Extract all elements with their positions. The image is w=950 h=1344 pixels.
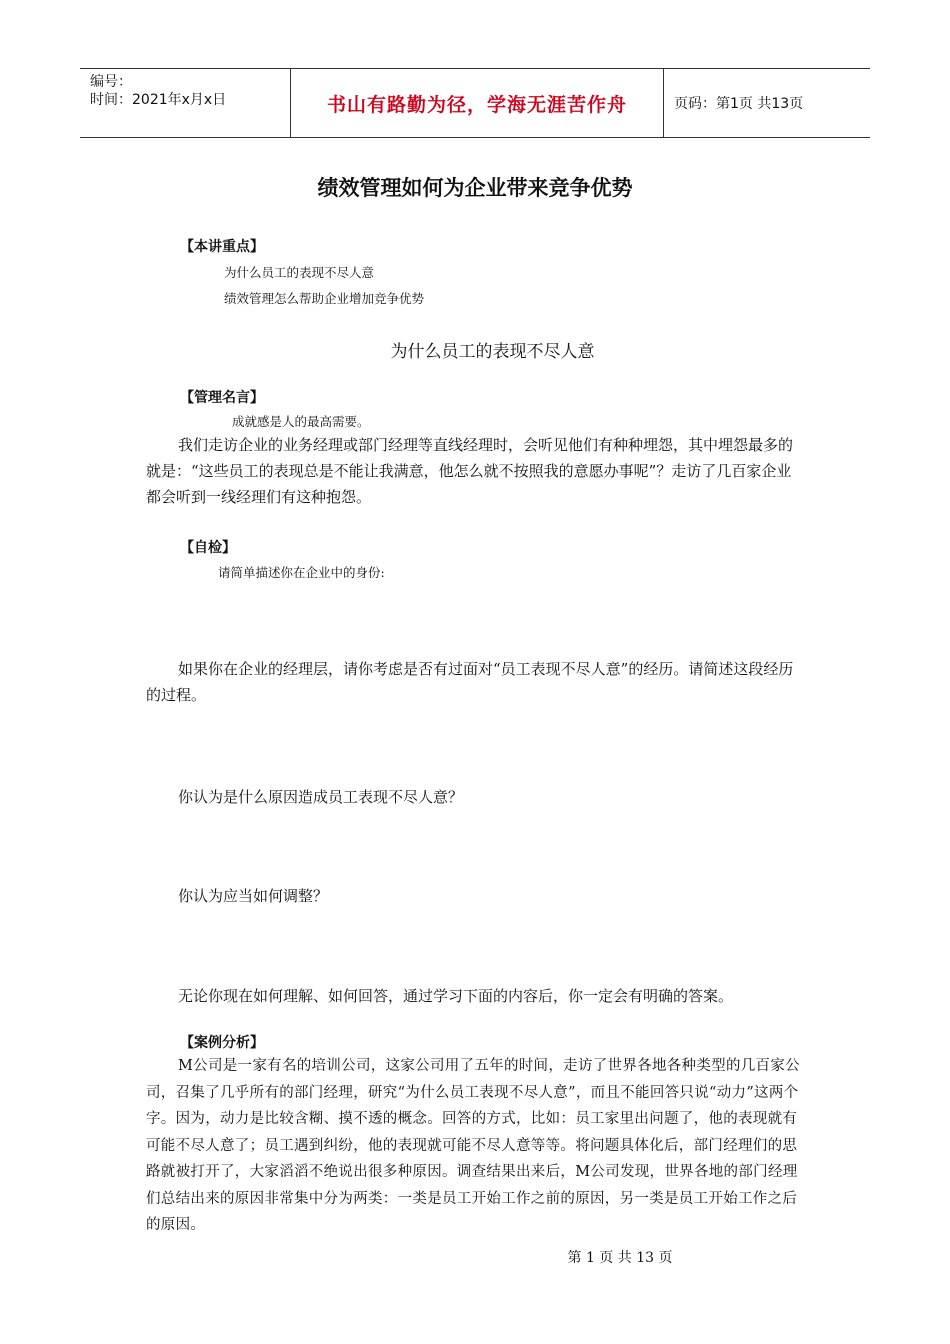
self-check-question: 如果你在企业的经理层，请你考虑是否有过面对“员工表现不尽人意”的经历。请简述这段经历的过程。 [146,660,794,704]
quote-heading: 【管理名言】 [180,390,264,406]
number-label: 编号： [90,74,132,90]
key-point-item: 绩效管理怎么帮助企业增加竞争优势 [224,291,425,306]
key-point-item: 为什么员工的表现不尽人意 [224,265,375,280]
self-check-closing: 无论你现在如何理解、如何回答，通过学习下面的内容后，你一定会有明确的答案。 [178,987,734,1005]
self-check-heading: 【自检】 [180,540,236,556]
case-heading: 【案例分析】 [180,1035,264,1051]
self-check-question: 你认为是什么原因造成员工表现不尽人意？ [178,788,464,806]
case-paragraph: M公司是一家有名的培训公司，这家公司用了五年的时间，走访了世界各地各种类型的几百家公司，召集了几乎所有的部门经理，研究“为什么员工表现不尽人意”，而且不能回答只说“动力”这两个字。因为，动力是比较含糊、摸不透的概念。回答的方式，比如：员工家里出问题了，他的表现就有可能不尽人意了；员工遇到纠纷，他的表现就可能不尽人意等等。将问题具体化后，部门经理们的思路就被打开了，大家滔滔不绝说出很多种原因。调查结果出来后，M公司发现，世界各地的部门经理们总结出来的原因非常集中分为两类：一类是员工开始工作之前的原因，另一类是员工开始工作之后的原因。 [146,1058,800,1233]
motto: 书山有路勤为径，学海无涯苦作舟 [291,69,664,137]
intro-paragraph: 我们走访企业的业务经理或部门经理等直线经理时，会听见他们有种种埋怨，其中埋怨最多的就是：“这些员工的表现总是不能让我满意，他怎么就不按照我的意愿办事呢”？走访了几百家企业都会听到一线经理们有这种抱怨。 [146,436,794,506]
header-meta [80,69,291,137]
time-label: 时间：2021年x月x日 [90,92,227,108]
page-footer: 第 1 页 共 13 页 [567,1250,673,1266]
document-title: 绩效管理如何为企业带来竞争优势 [317,176,633,200]
key-points-heading: 【本讲重点】 [180,239,264,255]
self-check-question: 你认为应当如何调整？ [178,887,329,905]
header-table [80,68,870,138]
quote-text: 成就感是人的最高需要。 [232,414,370,429]
section-title: 为什么员工的表现不尽人意 [390,342,595,362]
page-indicator: 页码：第1页 共13页 [674,96,804,112]
self-check-prompt: 请简单描述你在企业中的身份: [218,565,385,580]
